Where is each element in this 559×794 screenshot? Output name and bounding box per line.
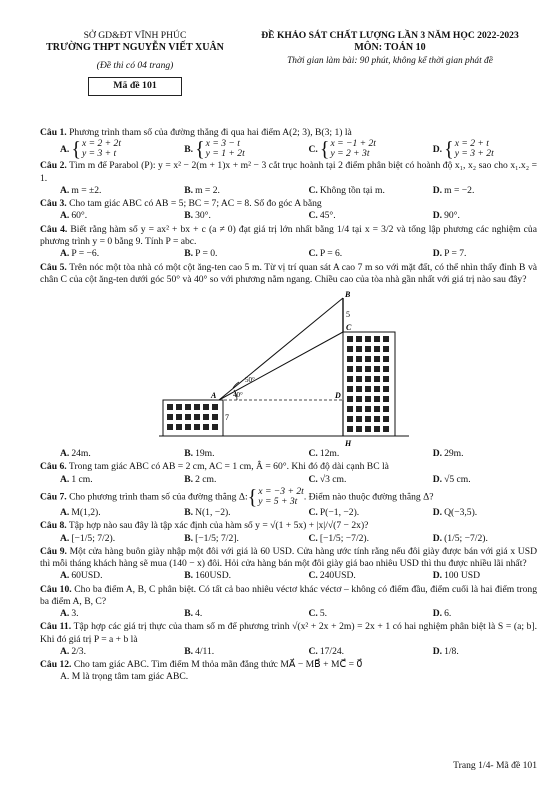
- option-label: A.: [60, 210, 70, 222]
- system-line: x = −3 + 2t: [258, 485, 304, 497]
- question-text: Cho tam giác ABC có AB = 5; BC = 7; AC = 8. Số đo góc A bằng: [69, 198, 322, 210]
- option-text: 1 cm.: [71, 473, 93, 485]
- question-number: Câu 10.: [40, 583, 72, 595]
- option-label: B.: [184, 473, 194, 485]
- options-q9: [40, 570, 537, 582]
- option-text: 24m.: [71, 448, 91, 460]
- option-text: 1/8.: [444, 645, 459, 657]
- option-b: [164, 570, 288, 582]
- option-a: [40, 248, 164, 260]
- option-b: [164, 507, 288, 519]
- option-label: B.: [184, 248, 194, 260]
- option-d: [413, 608, 537, 620]
- option-label: D.: [432, 506, 443, 518]
- option-text: P(−1, −2).: [319, 506, 360, 518]
- pages-note: (Đề thi có 04 trang): [96, 60, 174, 72]
- question-text: Tìm m để Parabol (P): y = x² − 2(m + 1)x + m² − 3 cắt trục hoành tại 2 điểm phân biệt có hoành độ x₁, x₂ sao cho x₁.x₂ = 1.: [40, 160, 538, 184]
- option-b: B. { x = 3 − t y = 1 + 2t: [184, 137, 245, 161]
- option-label: B.: [184, 448, 194, 460]
- question-text: Cho tam giác ABC. Tìm điểm M thỏa mãn đẳng thức MA⃗ − MB⃗ + MC⃗ = 0⃗: [73, 659, 363, 671]
- option-d: [413, 533, 537, 545]
- option-a: [40, 570, 164, 582]
- option-text: 12m.: [319, 448, 340, 460]
- option-text: √3 cm.: [319, 473, 347, 485]
- option-a: [40, 474, 164, 486]
- option-text: 29m.: [444, 448, 464, 460]
- question-number: Câu 1.: [40, 127, 67, 138]
- question-12-option-a: A. M là trọng tâm tam giác ABC.: [60, 671, 189, 683]
- option-text: 60USD.: [71, 570, 103, 582]
- label-40deg: 40°: [232, 391, 243, 400]
- option-c: [289, 507, 413, 519]
- option-label: A.: [60, 248, 70, 260]
- option-text: P = 0.: [195, 248, 218, 260]
- option-text: 4/11.: [195, 645, 215, 657]
- question-number: Câu 3.: [40, 198, 67, 210]
- option-label: C.: [308, 143, 318, 155]
- option-text: 160USD.: [195, 570, 232, 582]
- department-name: SỞ GD&ĐT VĨNH PHÚC: [83, 30, 187, 41]
- question-text: Cho phương trình tham số của đường thẳng Δ:: [69, 491, 248, 503]
- option-a: [40, 185, 164, 197]
- option-text: N(1, −2).: [195, 506, 231, 518]
- option-label: B.: [184, 645, 194, 657]
- label-c: C: [345, 323, 351, 333]
- option-c: [289, 248, 413, 260]
- question-number: Câu 5.: [40, 261, 67, 273]
- question-number: Câu 6.: [40, 461, 67, 473]
- option-text: 2 cm.: [195, 473, 217, 485]
- angle-arc-50: [233, 382, 239, 388]
- option-text: 100 USD: [444, 570, 481, 582]
- option-a: [40, 608, 164, 620]
- option-b: [164, 533, 288, 545]
- option-a: [40, 533, 164, 545]
- system-line: x = 2 + t: [454, 138, 489, 150]
- option-label: A.: [60, 143, 70, 155]
- option-label: A.: [60, 473, 70, 485]
- options-q7: [40, 507, 537, 519]
- options-q5: [40, 448, 537, 460]
- option-c: [289, 533, 413, 545]
- option-text: 240USD.: [319, 570, 356, 582]
- option-d: [413, 248, 537, 260]
- option-b: [164, 474, 288, 486]
- question-text: Tập hợp các giá trị thực của tham số m để phương trình √(x² + 2x + 2m) = 2x + 1 có hai nghiệm phân biệt là S = (a; b]. Khi đó giá trị P = a + b là: [40, 621, 537, 645]
- options-q1: [40, 139, 537, 159]
- question-number: Câu 11.: [40, 621, 72, 633]
- question-3: [40, 198, 537, 210]
- option-b: [164, 646, 288, 658]
- option-label: D.: [432, 448, 443, 460]
- option-label: D.: [432, 570, 443, 582]
- option-b: [164, 608, 288, 620]
- system-line: x = −1 + 2t: [330, 138, 376, 150]
- building-antenna-figure: [159, 288, 419, 448]
- option-label: A.: [60, 570, 70, 582]
- option-text: 30°.: [195, 210, 211, 222]
- option-label: C.: [308, 448, 318, 460]
- option-text: (1/5; −7/2).: [444, 532, 488, 544]
- question-number: Câu 7.: [40, 491, 67, 503]
- question-6: [40, 461, 537, 473]
- option-label: D.: [432, 532, 443, 544]
- option-a: [40, 210, 164, 222]
- system-line: y = 2 + 3t: [330, 148, 370, 160]
- exam-code-box: Mã đề 101: [88, 77, 182, 96]
- label-b: B: [344, 290, 350, 300]
- question-number: Câu 12.: [40, 659, 72, 671]
- option-text: P = −6.: [71, 248, 100, 260]
- question-11: [40, 621, 537, 646]
- question-text: Trong tam giác ABC có AB = 2 cm, AC = 1 cm, Â = 60°. Khi đó độ dài cạnh BC là: [68, 461, 389, 473]
- option-text: P = 6.: [319, 248, 343, 260]
- sight-line-to-b: [219, 298, 343, 400]
- option-label: D.: [432, 473, 443, 485]
- system-line: y = 1 + 2t: [205, 148, 245, 160]
- option-c: [289, 570, 413, 582]
- option-text: P = 7.: [444, 248, 467, 260]
- option-label: B.: [184, 532, 194, 544]
- option-b: [164, 210, 288, 222]
- option-label: A.: [60, 645, 70, 657]
- options-q6: [40, 474, 537, 486]
- label-h: H: [344, 439, 351, 449]
- options-q10: [40, 608, 537, 620]
- option-label: C.: [308, 473, 318, 485]
- option-c: [289, 185, 413, 197]
- question-text: Tập hợp nào sau đây là tập xác định của hàm số y = √(1 + 5x) + |x|/√(7 − 2x)?: [68, 520, 369, 532]
- system-line: y = 3 + 2t: [454, 148, 494, 160]
- system-line: y = 5 + 3t: [258, 495, 298, 507]
- question-text: Cho ba điểm A, B, C phân biệt. Có tất cả bao nhiêu véctơ khác véctơ – không có điểm đầu, điểm cuối là hai điểm trong ba điểm A, B, C?: [40, 583, 538, 607]
- option-label: D.: [432, 143, 443, 155]
- options-q11: [40, 646, 537, 658]
- option-text: 19m.: [195, 448, 215, 460]
- question-5: [40, 262, 537, 287]
- label-a: A: [210, 391, 216, 401]
- label-5: 5: [345, 310, 350, 320]
- question-text: Một cửa hàng buôn giày nhập một đôi với giá là 60 USD. Cửa hàng ước tính rằng nếu đôi giày được bán với giá x USD thì mỗi tháng khách hàng sẽ mua (140 − x) đôi. Hỏi cửa hàng bán một đôi giày giá bao nhiêu USD thì thu được nhiều lãi nhất?: [40, 545, 537, 570]
- sight-line-to-c: [219, 332, 343, 400]
- question-number: Câu 8.: [40, 520, 67, 532]
- option-c: [289, 646, 413, 658]
- question-12: [40, 659, 537, 671]
- option-text: 5.: [319, 608, 328, 620]
- system-line: x = 3 − t: [205, 138, 240, 150]
- option-label: A.: [60, 184, 70, 196]
- option-label: B.: [184, 608, 194, 620]
- option-label: D.: [432, 608, 443, 620]
- option-label: D.: [432, 645, 443, 657]
- option-text: M(1,2).: [71, 506, 101, 518]
- option-c: [289, 210, 413, 222]
- duration: Thời gian làm bài: 90 phút, không kể thời gian phát đề: [287, 56, 493, 67]
- option-label: D.: [432, 248, 443, 260]
- option-d: [413, 474, 537, 486]
- page-footer: Trang 1/4- Mã đề 101: [453, 760, 537, 771]
- option-label: D.: [432, 210, 443, 222]
- question-text: Phương trình tham số của đường thẳng đi qua hai điểm A(2; 3), B(3; 1) là: [69, 127, 352, 138]
- option-d: [413, 185, 537, 197]
- option-label: A.: [60, 448, 70, 460]
- option-b: [164, 248, 288, 260]
- question-number: Câu 9.: [40, 545, 67, 557]
- option-c: C. { x = −1 + 2t y = 2 + 3t: [308, 137, 376, 161]
- option-label: B.: [184, 570, 194, 582]
- option-text: [−1/5; −7/2).: [319, 532, 370, 544]
- option-label: C.: [308, 210, 318, 222]
- option-d: [413, 570, 537, 582]
- header-right: [245, 30, 535, 67]
- option-d: [413, 448, 537, 460]
- question-text: Trên nóc một tòa nhà có một cột ăng-ten cao 5 m. Từ vị trí quan sát A cao 7 m so với mặt đất, có thể nhìn thấy đỉnh B và chân C của cột ăng-ten dưới góc 50° và 40° so với phương nằm ngang. Chiều cao của tòa nhà gần nhất với giá trị nào sau đây?: [40, 261, 537, 285]
- option-text: 2/3.: [71, 645, 86, 657]
- option-b: [164, 185, 288, 197]
- option-text: 6.: [444, 608, 452, 620]
- system-line: x = 2 + 2t: [81, 138, 121, 150]
- option-a: [40, 448, 164, 460]
- option-a: [40, 646, 164, 658]
- option-text: m = ±2.: [71, 184, 102, 196]
- options-q2: [40, 185, 537, 197]
- question-10: [40, 584, 537, 609]
- option-label: A.: [60, 506, 70, 518]
- option-label: C.: [308, 645, 318, 657]
- label-50deg: 50°: [244, 376, 255, 385]
- option-text: m = 2.: [195, 184, 220, 196]
- option-d: [413, 507, 537, 519]
- header-left: [40, 30, 230, 96]
- label-7: 7: [224, 413, 229, 423]
- option-label: C.: [308, 248, 318, 260]
- option-a: [40, 507, 164, 519]
- option-label: C.: [308, 608, 318, 620]
- option-label: C.: [308, 532, 318, 544]
- option-label: C.: [308, 506, 318, 518]
- option-d: D. { x = 2 + t y = 3 + 2t: [432, 137, 494, 161]
- option-text: [−1/5; 7/2].: [195, 532, 239, 544]
- question-text: Biết rằng hàm số y = ax² + bx + c (a ≠ 0) đạt giá trị lớn nhất bằng 1/4 tại x = 3/2 và tổng lập phương các nghiệm của phương trình y = 0 bằng 9. Tính P = abc.: [40, 223, 537, 247]
- option-text: m = −2.: [444, 184, 475, 196]
- system-line: y = 3 + t: [81, 148, 117, 160]
- question-number: Câu 2.: [40, 160, 67, 172]
- line-system: { x = −3 + 2t y = 5 + 3t: [247, 485, 304, 509]
- option-label: C.: [308, 570, 318, 582]
- option-label: A.: [60, 608, 70, 620]
- question-number: Câu 4.: [40, 223, 68, 235]
- option-label: B.: [184, 143, 194, 155]
- question-2: [40, 160, 537, 185]
- options-q4: [40, 248, 537, 260]
- exam-title: ĐỀ KHẢO SÁT CHẤT LƯỢNG LẦN 3 NĂM HỌC 2022-2023: [261, 30, 519, 41]
- option-label: B.: [184, 506, 194, 518]
- option-label: B.: [184, 184, 194, 196]
- option-text: 60°.: [71, 210, 88, 222]
- option-d: [413, 210, 537, 222]
- option-label: A.: [60, 532, 70, 544]
- options-q3: [40, 210, 537, 222]
- option-text: Q(−3,5).: [444, 506, 478, 518]
- question-text-post: . Điểm nào thuộc đường thẳng Δ?: [303, 491, 434, 503]
- question-8: [40, 520, 537, 532]
- option-label: B.: [184, 210, 194, 222]
- question-9: [40, 546, 537, 571]
- school-name: TRƯỜNG THPT NGUYỄN VIẾT XUÂN: [46, 42, 224, 54]
- option-c: [289, 474, 413, 486]
- option-b: [164, 448, 288, 460]
- label-d: D: [334, 391, 341, 401]
- option-a: A. { x = 2 + 2t y = 3 + t: [60, 137, 121, 161]
- option-label: C.: [308, 184, 318, 196]
- option-text: 90°.: [444, 210, 460, 222]
- option-text: 4.: [195, 608, 203, 620]
- option-d: [413, 646, 537, 658]
- option-c: [289, 448, 413, 460]
- options-q8: [40, 533, 537, 545]
- question-7: [40, 487, 537, 507]
- option-text: 45°.: [319, 210, 336, 222]
- option-c: [289, 608, 413, 620]
- questions-body: [40, 127, 537, 684]
- option-text: Không tồn tại m.: [319, 184, 385, 196]
- subject: MÔN: TOÁN 10: [354, 42, 426, 54]
- option-text: [−1/5; 7/2).: [71, 532, 116, 544]
- option-text: 3.: [71, 608, 79, 620]
- option-label: D.: [432, 184, 443, 196]
- option-text: 17/24.: [319, 645, 345, 657]
- option-text: √5 cm.: [444, 473, 471, 485]
- question-4: [40, 224, 537, 249]
